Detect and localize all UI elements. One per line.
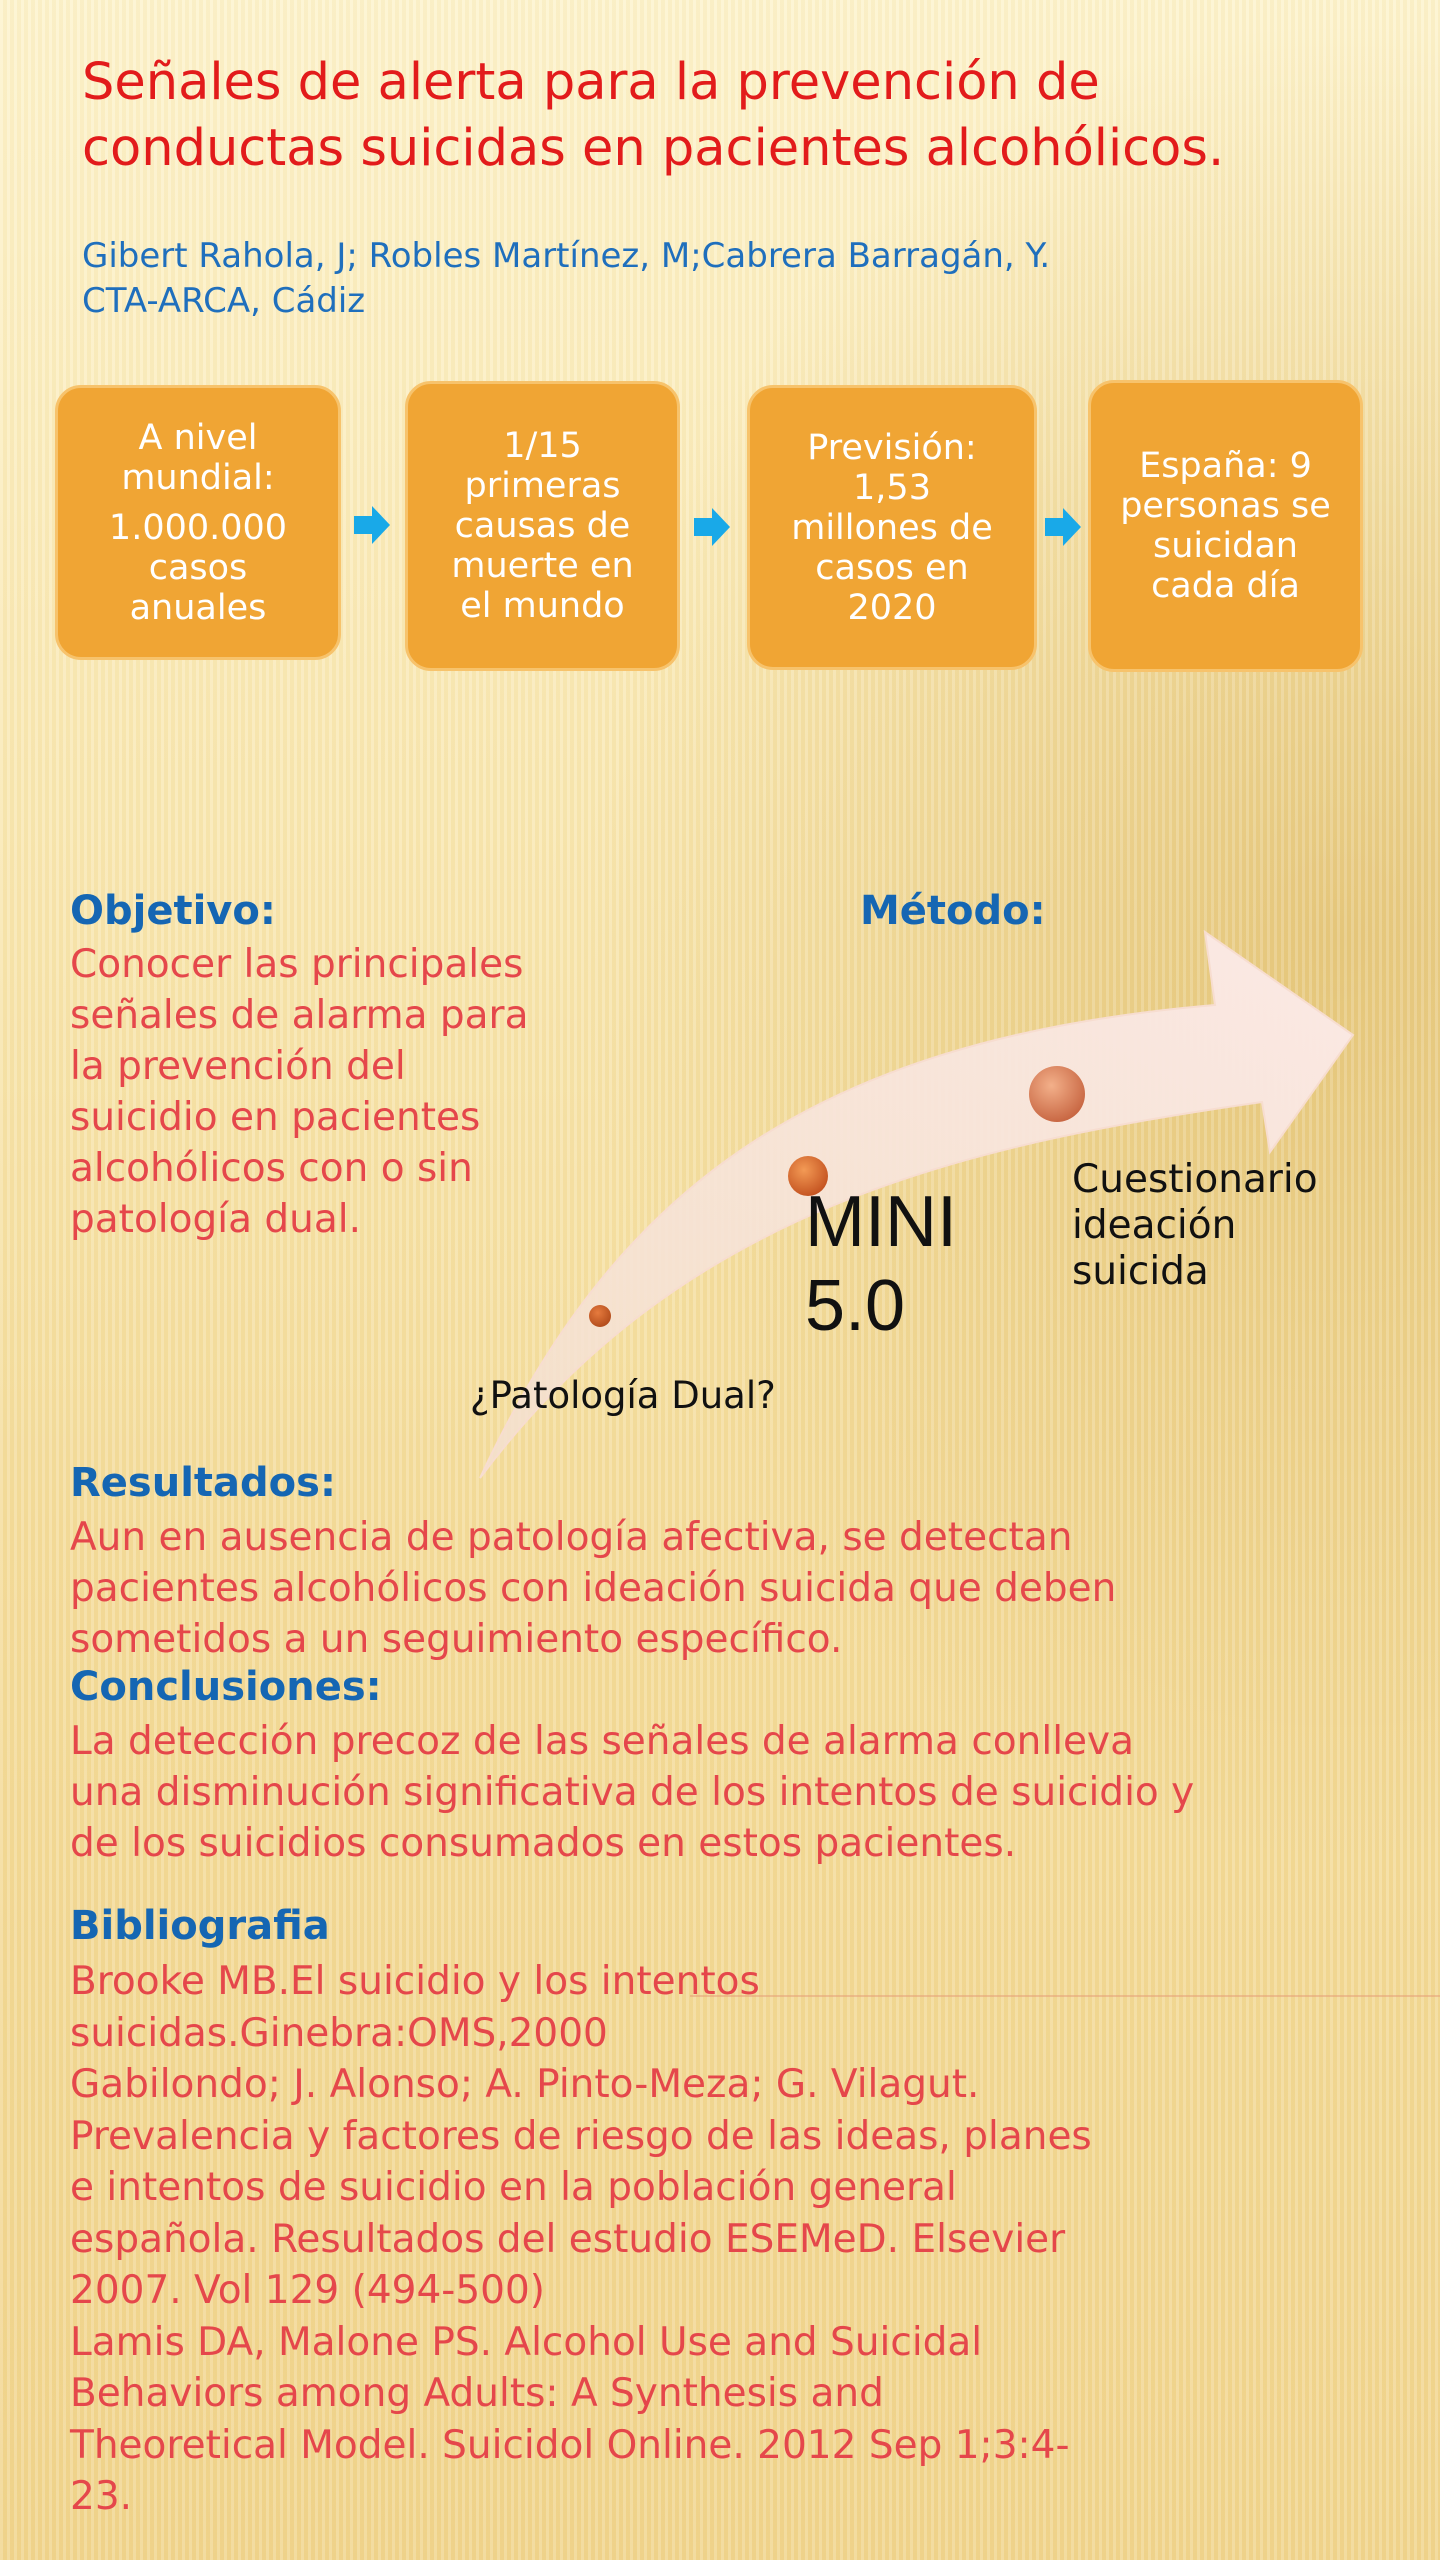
objetivo-line: señales de alarma para: [70, 993, 529, 1038]
conclusiones-line: La detección precoz de las señales de alarma conlleva: [70, 1719, 1135, 1764]
flow-box-2-line: primeras: [464, 466, 621, 506]
objetivo-line: suicidio en pacientes: [70, 1095, 481, 1140]
conclusiones-line: una disminución significativa de los intentos de suicidio y: [70, 1770, 1195, 1815]
bibliografia-line: 2007. Vol 129 (494-500): [70, 2268, 546, 2313]
bibliografia-line: Behaviors among Adults: A Synthesis and: [70, 2371, 884, 2416]
step-cuestionario-line: suicida: [1072, 1249, 1209, 1294]
bibliografia-line: e intentos de suicidio en la población general: [70, 2165, 957, 2210]
metodo-heading: Método:: [860, 888, 1046, 934]
resultados-heading: Resultados:: [70, 1460, 336, 1506]
bibliografia-line: Lamis DA, Malone PS. Alcohol Use and Suicidal: [70, 2319, 983, 2365]
authors-names: Gibert Rahola, J; Robles Martínez, M;Cabrera Barragán, Y.: [82, 236, 1051, 276]
step-dot-small: [589, 1305, 611, 1327]
flow-box-2-line: muerte en: [451, 546, 634, 586]
conclusiones-line: de los suicidios consumados en estos pacientes.: [70, 1821, 1017, 1866]
objetivo-line: Conocer las principales: [70, 942, 524, 987]
flow-box-1-sub: casos: [148, 547, 248, 588]
flow-box-4-line: España: 9: [1139, 446, 1312, 486]
bibliografia-line: española. Resultados del estudio ESEMeD. Elsevier: [70, 2216, 1066, 2262]
resultados-line: sometidos a un seguimiento específico.: [70, 1617, 843, 1662]
title-line-1: Señales de alerta para la prevención de: [82, 53, 1100, 112]
objetivo-line: alcohólicos con o sin: [70, 1146, 473, 1191]
step-patologia-dual: ¿Patología Dual?: [470, 1374, 776, 1417]
flow-box-4-line: personas se: [1120, 486, 1331, 526]
step-dot-large: [1029, 1066, 1085, 1122]
bibliografia-heading: Bibliografia: [70, 1903, 330, 1949]
step-mini-line: 5.0: [805, 1266, 906, 1346]
objetivo-heading: Objetivo:: [70, 888, 276, 934]
flow-box-1-line: A nivel: [138, 417, 258, 458]
flow-box-3-line: 1,53: [853, 467, 931, 508]
resultados-line: pacientes alcohólicos con ideación suicida que deben: [70, 1566, 1117, 1611]
conclusiones-heading: Conclusiones:: [70, 1664, 382, 1710]
flow-box-3-line: casos en: [815, 547, 969, 588]
flow-box-4-line: cada día: [1151, 566, 1300, 606]
objetivo-line: la prevención del: [70, 1044, 406, 1089]
resultados-line: Aun en ausencia de patología afectiva, se detectan: [70, 1515, 1073, 1560]
step-cuestionario-line: Cuestionario: [1072, 1157, 1318, 1202]
step-mini-line: MINI: [805, 1182, 957, 1262]
objetivo-line: patología dual.: [70, 1197, 361, 1242]
bibliografia-line: Prevalencia y factores de riesgo de las ideas, planes: [70, 2113, 1092, 2159]
title-line-2: conductas suicidas en pacientes alcohólicos.: [82, 119, 1225, 178]
bibliografia-line: Brooke MB.El suicidio y los intentos: [70, 1959, 760, 2004]
resultados-text: [70, 1512, 1410, 1665]
bibliografia-line: 23.: [70, 2474, 133, 2519]
conclusiones-text: [70, 1716, 1430, 1869]
bibliografia-line: suicidas.Ginebra:OMS,2000: [70, 2010, 608, 2056]
flow-box-3-line: Previsión:: [807, 427, 977, 468]
bibliografia-list: [70, 1956, 1390, 2523]
step-mini-label: [805, 1180, 957, 1348]
step-cuestionario: [1072, 1157, 1318, 1295]
flow-box-1-line: mundial:: [121, 457, 275, 498]
flow-box-2-line: causas de: [454, 506, 631, 546]
flow-box-3-line: 2020: [847, 587, 937, 628]
bibliografia-line: Gabilondo; J. Alonso; A. Pinto-Meza; G. Vilagut.: [70, 2062, 980, 2107]
authors-affiliation: CTA-ARCA, Cádiz: [82, 281, 366, 321]
flow-box-1-sub: anuales: [129, 587, 267, 628]
flow-box-2-line: 1/15: [503, 426, 582, 466]
flow-box-1-sub: 1.000.000: [108, 507, 288, 548]
flow-box-4-line: suicidan: [1153, 526, 1298, 566]
step-cuestionario-line: ideación: [1072, 1203, 1237, 1248]
flow-box-2-line: el mundo: [460, 586, 625, 626]
flow-box-3-line: millones de: [791, 507, 993, 548]
bibliografia-line: Theoretical Model. Suicidol Online. 2012 Sep 1;3:4-: [70, 2422, 1070, 2468]
